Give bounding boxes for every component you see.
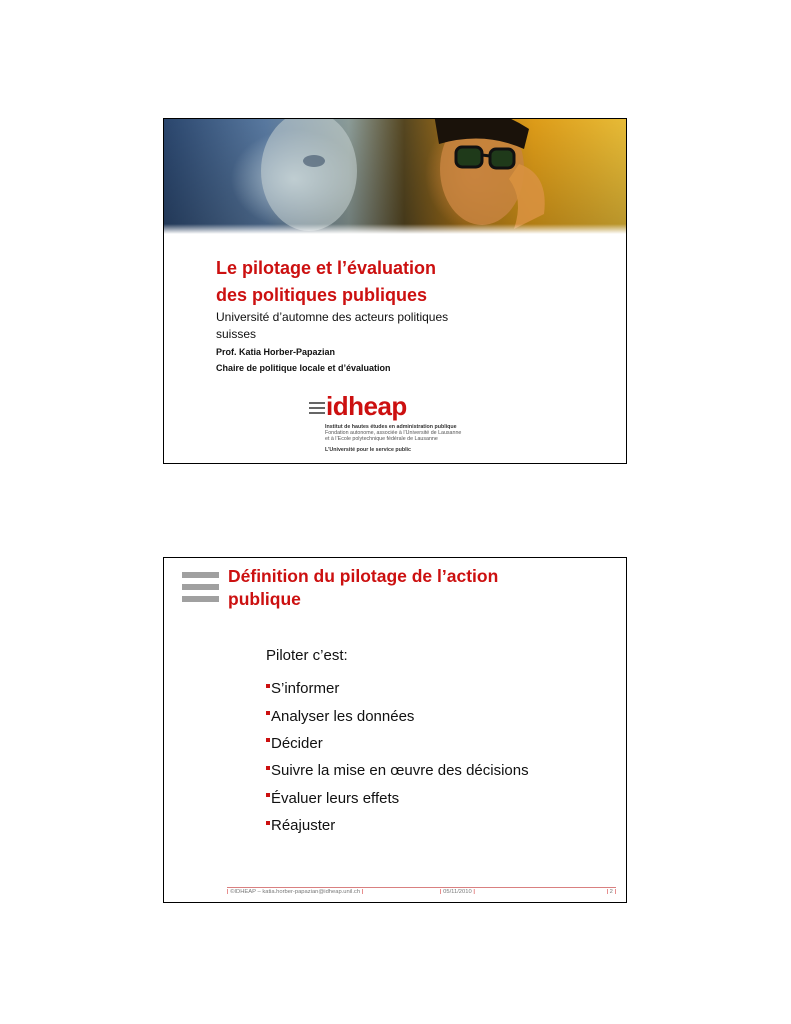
list-item bbox=[266, 812, 529, 839]
title-bars-icon bbox=[182, 572, 219, 602]
slide-2-title-line-2: publique bbox=[228, 589, 301, 609]
bullet-square-icon bbox=[266, 793, 270, 797]
logo-line-1: Institut de hautes études en administration publique bbox=[325, 424, 457, 430]
bullet-text: Réajuster bbox=[271, 817, 336, 835]
list-item bbox=[266, 730, 529, 757]
footer-copyright: | ©IDHEAP – katia.horber-papazian@idheap.unil.ch | bbox=[227, 889, 364, 895]
bullet-text: Suivre la mise en œuvre des décisions bbox=[271, 762, 529, 780]
bullet-square-icon bbox=[266, 738, 270, 742]
logo-line-2: Fondation autonome, associée à l’Université de Lausanne bbox=[325, 430, 462, 436]
slide-2-title-line-1: Définition du pilotage de l’action bbox=[228, 566, 499, 586]
list-item bbox=[266, 675, 529, 702]
slide-1 bbox=[163, 118, 627, 464]
bullet-text: Décider bbox=[271, 734, 323, 752]
list-item bbox=[266, 702, 529, 729]
bullet-list bbox=[266, 675, 529, 839]
logo-lines-icon bbox=[309, 402, 325, 414]
intro-text: Piloter c’est: bbox=[266, 647, 348, 664]
footer-divider bbox=[227, 887, 616, 888]
banner-fade bbox=[164, 224, 626, 234]
footer-page-number: | 2 | bbox=[606, 889, 616, 895]
logo-tagline: L’Université pour le service public bbox=[325, 447, 411, 453]
bullet-square-icon bbox=[266, 766, 270, 770]
chair-name: Chaire de politique locale et d’évaluation bbox=[216, 363, 391, 373]
slide-2-title bbox=[228, 565, 588, 611]
list-item bbox=[266, 757, 529, 784]
bullet-text: Analyser les données bbox=[271, 707, 415, 725]
bullet-square-icon bbox=[266, 684, 270, 688]
slide-1-title bbox=[216, 255, 576, 309]
slide-1-title-line-1: Le pilotage et l’évaluation bbox=[216, 258, 437, 278]
slide-1-subtitle bbox=[216, 309, 466, 343]
slide-1-subtitle-line-1: Université d’automne des acteurs politiques bbox=[216, 310, 449, 324]
list-item bbox=[266, 785, 529, 812]
slide-1-subtitle-line-2: suisses bbox=[216, 327, 257, 341]
bullet-square-icon bbox=[266, 821, 270, 825]
banner-photo bbox=[164, 119, 626, 234]
footer-date-text: 05/11/2010 bbox=[443, 889, 472, 895]
slide-2 bbox=[163, 557, 627, 903]
footer-page-text: 2 bbox=[609, 889, 613, 895]
author-name: Prof. Katia Horber-Papazian bbox=[216, 347, 336, 357]
logo-wordmark: idheap bbox=[326, 391, 407, 421]
bullet-text: Évaluer leurs effets bbox=[271, 789, 400, 807]
slide-1-title-line-2: des politiques publiques bbox=[216, 285, 428, 305]
footer-copyright-text: ©IDHEAP – katia.horber-papazian@idheap.unil.ch bbox=[230, 889, 361, 895]
banner-figure-illustration bbox=[164, 119, 626, 234]
bullet-square-icon bbox=[266, 711, 270, 715]
bullet-text: S’informer bbox=[271, 680, 340, 698]
footer-date: | 05/11/2010 | bbox=[440, 889, 475, 895]
logo-line-3: et à l’Ecole polytechnique fédérale de Lausanne bbox=[325, 436, 438, 442]
idheap-logo bbox=[309, 391, 509, 455]
